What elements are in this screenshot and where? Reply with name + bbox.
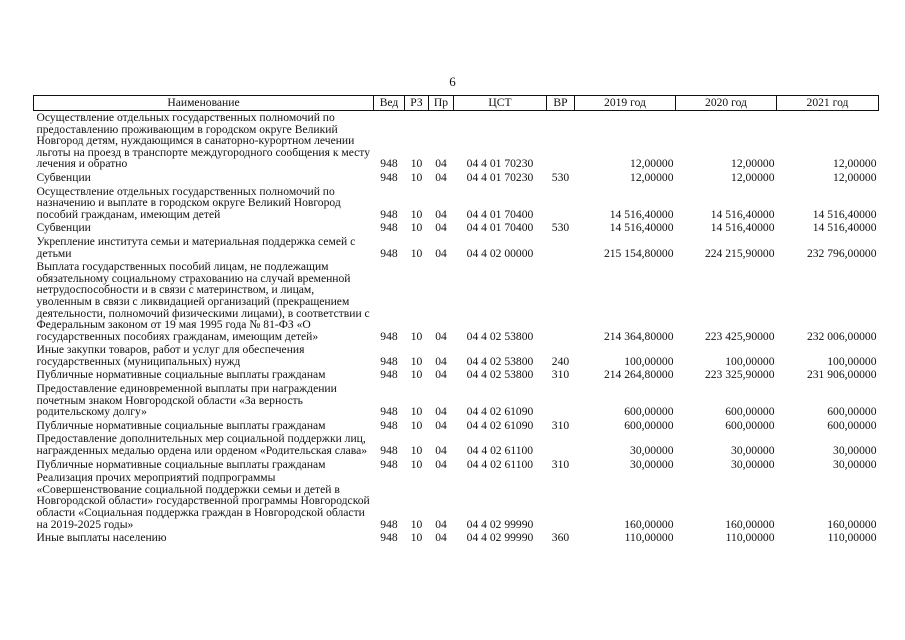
table-row xyxy=(34,382,879,419)
cell-2020: 110,00000 xyxy=(725,531,775,545)
cell-vr xyxy=(547,382,575,419)
cell-ved: 948 xyxy=(380,444,398,458)
cell-pr: 04 xyxy=(435,418,447,432)
cell-ved: 948 xyxy=(380,221,398,235)
cell-vr: 240 xyxy=(551,354,570,368)
cell-name: Публичные нормативные социальные выплаты гражданам xyxy=(36,457,326,471)
cell-2019: 600,00000 xyxy=(624,405,674,419)
cell-2020: 160,00000 xyxy=(725,517,775,531)
cell-cst: 04 4 02 61100 xyxy=(466,444,534,458)
cell-name: Иные выплаты населению xyxy=(36,531,167,545)
cell-name: Иные закупки товаров, работ и услуг для обеспечения государственных (муниципальных) нужд xyxy=(36,343,305,368)
cell-rz: 10 xyxy=(410,418,423,432)
cell-2020: 600,00000 xyxy=(725,405,775,419)
cell-pr: 04 xyxy=(435,170,447,184)
cell-2020: 100,00000 xyxy=(725,354,775,368)
cell-vr xyxy=(547,185,575,222)
cell-rz: 10 xyxy=(410,444,423,458)
cell-pr: 04 xyxy=(435,207,447,221)
cell-vr xyxy=(547,111,575,171)
cell-pr: 04 xyxy=(435,457,447,471)
cell-2021: 100,00000 xyxy=(827,354,877,368)
cell-2020: 12,00000 xyxy=(731,170,775,184)
cell-vr xyxy=(547,471,575,531)
cell-2021: 160,00000 xyxy=(827,517,877,531)
header-2019: 2019 год xyxy=(575,96,676,111)
table-row xyxy=(34,260,879,343)
cell-ved: 948 xyxy=(380,157,398,171)
cell-2019: 12,00000 xyxy=(630,157,674,171)
cell-vr: 360 xyxy=(551,531,570,545)
cell-vr xyxy=(547,260,575,343)
cell-pr: 04 xyxy=(435,157,447,171)
cell-2020: 14 516,40000 xyxy=(710,207,775,221)
cell-2020: 224 215,90000 xyxy=(704,246,775,260)
cell-rz: 10 xyxy=(410,531,423,545)
cell-2021: 14 516,40000 xyxy=(812,207,877,221)
cell-vr xyxy=(547,235,575,260)
table-row xyxy=(34,221,879,235)
cell-rz: 10 xyxy=(410,170,423,184)
cell-rz: 10 xyxy=(410,517,423,531)
cell-name: Осуществление отдельных государственных полномочий по предоставлению проживающим в городском округе Великий Новгород детям, нуждающимся в санаторно-курортном лечении льготы на проезд в транспорте междугородного сообщения к месту лечения и обратно xyxy=(36,111,370,171)
cell-vr: 310 xyxy=(551,457,570,471)
cell-2021: 232 796,00000 xyxy=(806,246,877,260)
cell-cst: 04 4 02 00000 xyxy=(466,246,534,260)
cell-vr: 530 xyxy=(551,170,570,184)
cell-pr: 04 xyxy=(435,531,447,545)
cell-ved: 948 xyxy=(380,405,398,419)
cell-2019: 214 264,80000 xyxy=(603,368,674,382)
cell-cst: 04 4 02 99990 xyxy=(466,531,534,545)
table-row xyxy=(34,185,879,222)
header-vr: ВР xyxy=(547,96,575,111)
header-cst: ЦСТ xyxy=(454,96,547,111)
cell-cst: 04 4 02 53800 xyxy=(466,329,534,343)
table-row xyxy=(34,471,879,531)
cell-ved: 948 xyxy=(380,368,398,382)
cell-2021: 12,00000 xyxy=(833,170,877,184)
cell-2019: 160,00000 xyxy=(624,517,674,531)
cell-rz: 10 xyxy=(410,329,423,343)
cell-2021: 30,00000 xyxy=(833,457,877,471)
cell-pr: 04 xyxy=(435,221,447,235)
cell-2021: 600,00000 xyxy=(827,418,877,432)
cell-name: Выплата государственных пособий лицам, не подлежащим обязательному социальному страхованию на случай временной нетрудоспособности и в связи с материнством, и лицам, уволенным в связи с ликвидацией организаций (прекращением деятельности, полномочий физическими лицами), в соответствии с Федеральным законом от 19 мая 1995 года № 81-ФЗ «О государственных пособиях гражданам, имеющим детей» xyxy=(36,260,370,343)
cell-2020: 14 516,40000 xyxy=(710,221,775,235)
cell-rz: 10 xyxy=(410,457,423,471)
cell-cst: 04 4 02 53800 xyxy=(466,354,534,368)
cell-vr: 530 xyxy=(551,221,570,235)
cell-name: Предоставление единовременной выплаты при награждении почетным знаком Новгородской области «За верность родительскому долгу» xyxy=(36,382,337,419)
cell-2019: 30,00000 xyxy=(630,457,674,471)
cell-cst: 04 4 01 70230 xyxy=(466,157,534,171)
table-row xyxy=(34,419,879,433)
header-ved: Вед xyxy=(374,96,405,111)
page-number: 6 xyxy=(449,74,456,89)
cell-2019: 215 154,80000 xyxy=(603,246,674,260)
cell-2020: 223 325,90000 xyxy=(704,368,775,382)
cell-2019: 214 364,80000 xyxy=(603,329,674,343)
cell-rz: 10 xyxy=(410,405,423,419)
cell-pr: 04 xyxy=(435,354,447,368)
cell-2019: 100,00000 xyxy=(624,354,674,368)
cell-cst: 04 4 01 70230 xyxy=(466,170,534,184)
cell-cst: 04 4 02 61100 xyxy=(466,457,534,471)
budget-table xyxy=(33,95,879,545)
cell-name: Субвенции xyxy=(36,170,91,184)
cell-name: Публичные нормативные социальные выплаты гражданам xyxy=(36,418,326,432)
cell-2021: 12,00000 xyxy=(833,157,877,171)
table-row xyxy=(34,368,879,382)
cell-2019: 14 516,40000 xyxy=(609,221,674,235)
cell-ved: 948 xyxy=(380,531,398,545)
table-row xyxy=(34,531,879,545)
table-row xyxy=(34,235,879,260)
table-header-row xyxy=(34,96,879,111)
cell-2019: 110,00000 xyxy=(624,531,674,545)
cell-cst: 04 4 02 53800 xyxy=(466,368,534,382)
cell-pr: 04 xyxy=(435,368,447,382)
cell-name: Предоставление дополнительных мер социальной поддержки лиц, награжденных медалью ордена или орденом «Родительская слава» xyxy=(36,432,368,458)
header-2021: 2021 год xyxy=(777,96,879,111)
cell-ved: 948 xyxy=(380,418,398,432)
cell-cst: 04 4 02 99990 xyxy=(466,517,534,531)
cell-2020: 30,00000 xyxy=(731,444,775,458)
header-2020: 2020 год xyxy=(676,96,777,111)
cell-ved: 948 xyxy=(380,517,398,531)
cell-ved: 948 xyxy=(380,246,398,260)
cell-vr: 310 xyxy=(551,368,570,382)
cell-2020: 600,00000 xyxy=(725,418,775,432)
cell-cst: 04 4 01 70400 xyxy=(466,221,534,235)
table-row xyxy=(34,171,879,185)
cell-rz: 10 xyxy=(410,368,423,382)
cell-name: Осуществление отдельных государственных полномочий по назначению и выплате в городском округе Великий Новгород пособий гражданам, имеющим детей xyxy=(36,184,341,221)
cell-2020: 223 425,90000 xyxy=(704,329,775,343)
cell-2021: 14 516,40000 xyxy=(812,221,877,235)
table-row xyxy=(34,432,879,457)
cell-2019: 14 516,40000 xyxy=(609,207,674,221)
header-name: Наименование xyxy=(34,96,374,111)
header-pr: Пр xyxy=(429,96,454,111)
table-row xyxy=(34,343,879,368)
cell-cst: 04 4 01 70400 xyxy=(466,207,534,221)
cell-cst: 04 4 02 61090 xyxy=(466,418,534,432)
cell-name: Публичные нормативные социальные выплаты гражданам xyxy=(36,368,326,382)
cell-2021: 600,00000 xyxy=(827,405,877,419)
cell-rz: 10 xyxy=(410,246,423,260)
cell-ved: 948 xyxy=(380,457,398,471)
cell-rz: 10 xyxy=(410,207,423,221)
cell-2019: 600,00000 xyxy=(624,418,674,432)
cell-pr: 04 xyxy=(435,405,447,419)
cell-2021: 231 906,00000 xyxy=(806,368,877,382)
cell-2019: 12,00000 xyxy=(630,170,674,184)
cell-cst: 04 4 02 61090 xyxy=(466,405,534,419)
cell-rz: 10 xyxy=(410,354,423,368)
cell-2020: 12,00000 xyxy=(731,157,775,171)
cell-rz: 10 xyxy=(410,221,423,235)
cell-name: Укрепление института семьи и материальная поддержка семей с детьми xyxy=(36,234,356,260)
cell-pr: 04 xyxy=(435,517,447,531)
cell-2019: 30,00000 xyxy=(630,444,674,458)
cell-2021: 30,00000 xyxy=(833,444,877,458)
cell-rz: 10 xyxy=(410,157,423,171)
cell-pr: 04 xyxy=(435,444,447,458)
cell-ved: 948 xyxy=(380,207,398,221)
cell-pr: 04 xyxy=(435,246,447,260)
cell-vr xyxy=(547,432,575,457)
cell-name: Субвенции xyxy=(36,221,91,235)
cell-2020: 30,00000 xyxy=(731,457,775,471)
cell-ved: 948 xyxy=(380,354,398,368)
cell-pr: 04 xyxy=(435,329,447,343)
table-row xyxy=(34,458,879,472)
header-rz: РЗ xyxy=(405,96,429,111)
cell-ved: 948 xyxy=(380,329,398,343)
cell-name: Реализация прочих мероприятий подпрограммы «Совершенствование социальной поддержки семьи и детей в Новгородской области» государственной программы Новгородской области «Социальная поддержка граждан в Новгородской области на 2019-2025 годы» xyxy=(36,471,370,531)
cell-vr: 310 xyxy=(551,418,570,432)
cell-2021: 232 006,00000 xyxy=(806,329,877,343)
table-row xyxy=(34,111,879,171)
cell-2021: 110,00000 xyxy=(827,531,877,545)
cell-ved: 948 xyxy=(380,170,398,184)
